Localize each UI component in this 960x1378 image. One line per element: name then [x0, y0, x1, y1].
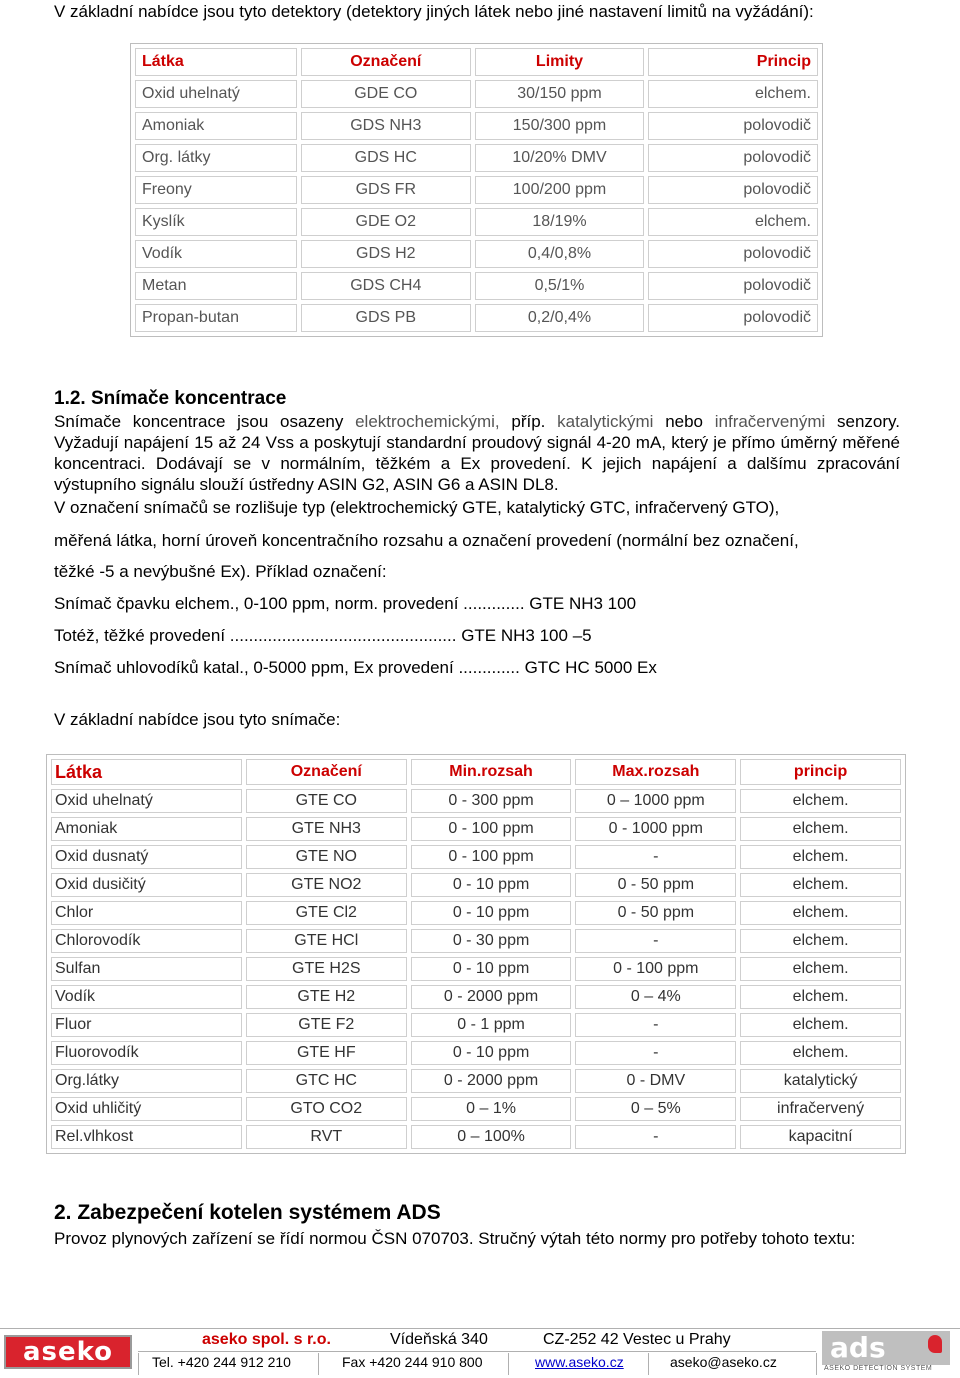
table-cell: GTO CO2	[246, 1097, 407, 1121]
ads-logo-subtitle: ASEKO DETECTION SYSTEM	[824, 1365, 933, 1372]
table-row	[51, 817, 901, 841]
ads-logo-text: ads	[830, 1331, 886, 1364]
table-row	[51, 845, 901, 869]
table-row	[51, 901, 901, 925]
table-cell: -	[575, 1125, 736, 1149]
table-cell: elchem.	[648, 80, 818, 108]
table-cell: 0 - 300 ppm	[411, 789, 572, 813]
table-row	[51, 789, 901, 813]
section-title-1-2: 1.2. Snímače koncentrace	[54, 388, 287, 409]
table-row	[51, 957, 901, 981]
table-cell: 0 - 10 ppm	[411, 1041, 572, 1065]
section-2-paragraph: Provoz plynových zařízení se řídí normou ČSN 070703. Stručný výtah této normy pro potřeby tohoto textu:	[54, 1229, 856, 1248]
table-cell: 30/150 ppm	[475, 80, 645, 108]
table-cell: infračervený	[740, 1097, 901, 1121]
header-cell: Princip	[648, 48, 818, 76]
intro-text: V základní nabídce jsou tyto detektory (detektory jiných látek nebo jiné nastavení limitů na vyžádání):	[54, 2, 814, 21]
table-cell: Propan-butan	[135, 304, 297, 332]
table-cell: Sulfan	[51, 957, 242, 981]
table-row	[51, 1125, 901, 1149]
table-cell: Chlorovodík	[51, 929, 242, 953]
table-cell: GDS H2	[301, 240, 471, 268]
paragraph-text: senzory. Vyžadují napájení 15 až 24 Vss a poskytují standardní proudový signál 4-20 mA, který je přímo úměrný měřené koncentraci. Dodávají se v normálním, těžkém a Ex provedení. K jejich napájení a dalšímu zpracování výstupního signálu slouží ústředny ASIN G2, ASIN G6 a ASIN DL8.	[54, 412, 900, 494]
table-cell: elchem.	[740, 985, 901, 1009]
header-cell: princip	[740, 759, 901, 785]
footer-divider	[508, 1353, 509, 1375]
table-cell: elchem.	[740, 1013, 901, 1037]
table-cell: polovodič	[648, 272, 818, 300]
table-cell: GTE Cl2	[246, 901, 407, 925]
table-cell: Amoniak	[51, 817, 242, 841]
table-cell: kapacitní	[740, 1125, 901, 1149]
table-cell: polovodič	[648, 144, 818, 172]
table-cell: GTE HF	[246, 1041, 407, 1065]
table-cell: 0 - 30 ppm	[411, 929, 572, 953]
table-cell: Vodík	[135, 240, 297, 268]
paragraph-text: Snímače koncentrace jsou osazeny	[54, 412, 356, 431]
table-row	[51, 1069, 901, 1093]
table-cell: polovodič	[648, 112, 818, 140]
table-header-row	[51, 759, 901, 785]
company-street: Vídeňská 340	[390, 1331, 488, 1348]
company-email[interactable]: aseko@aseko.cz	[670, 1354, 777, 1370]
table-cell: GDE O2	[301, 208, 471, 236]
table-cell: 0,5/1%	[475, 272, 645, 300]
table-cell: katalytický	[740, 1069, 901, 1093]
table-cell: GTE NH3	[246, 817, 407, 841]
paragraph-text: příp.	[499, 412, 558, 431]
paragraph-text: nebo	[653, 412, 715, 431]
example-line-1: Snímač čpavku elchem., 0-100 ppm, norm. provedení ............. GTE NH3 100	[54, 594, 637, 613]
table-cell: Oxid uhelnatý	[51, 789, 242, 813]
company-city: CZ-252 42 Vestec u Prahy	[543, 1331, 731, 1348]
table-cell: polovodič	[648, 240, 818, 268]
table-cell: GDE CO	[301, 80, 471, 108]
table-cell: -	[575, 845, 736, 869]
table-cell: GTE CO	[246, 789, 407, 813]
designation-line-2: měřená látka, horní úroveň koncentračního rozsahu a označení provedení (normální bez označení,	[54, 531, 799, 550]
table-cell: Freony	[135, 176, 297, 204]
table-cell: GTC HC	[246, 1069, 407, 1093]
table-cell: GTE H2S	[246, 957, 407, 981]
table-cell: GTE H2	[246, 985, 407, 1009]
table-cell: 0 – 5%	[575, 1097, 736, 1121]
table-row	[135, 208, 818, 236]
table-cell: 0 - 10 ppm	[411, 873, 572, 897]
table-cell: 0 - 1000 ppm	[575, 817, 736, 841]
sensors-description-paragraph	[54, 411, 900, 495]
table-row	[51, 1097, 901, 1121]
header-cell: Označení	[301, 48, 471, 76]
sensors-table	[46, 754, 906, 1154]
paragraph-text: infračervenými	[714, 412, 826, 431]
company-phone: Tel. +420 244 912 210	[152, 1354, 291, 1370]
table-cell: GDS NH3	[301, 112, 471, 140]
footer-divider	[138, 1351, 816, 1352]
table-cell: GTE F2	[246, 1013, 407, 1037]
table-cell: 0 - 100 ppm	[575, 957, 736, 981]
table-cell: Kyslík	[135, 208, 297, 236]
table-row	[135, 304, 818, 332]
table-row	[51, 1041, 901, 1065]
table-cell: 0 – 1%	[411, 1097, 572, 1121]
table-row	[51, 1013, 901, 1037]
table-cell: 0 - 2000 ppm	[411, 1069, 572, 1093]
table-cell: GDS CH4	[301, 272, 471, 300]
table-cell: elchem.	[740, 929, 901, 953]
header-cell: Označení	[246, 759, 407, 785]
table-cell: 0 - 1 ppm	[411, 1013, 572, 1037]
aseko-logo: aseko	[4, 1335, 132, 1369]
designation-line-3: těžké -5 a nevýbušné Ex). Příklad označení:	[54, 562, 387, 581]
sensors-intro-text: V základní nabídce jsou tyto snímače:	[54, 710, 341, 729]
header-cell: Limity	[475, 48, 645, 76]
table-cell: 0 - 100 ppm	[411, 845, 572, 869]
paragraph-text: katalytickými	[557, 412, 654, 431]
table-cell: GTE NO2	[246, 873, 407, 897]
table-cell: 150/300 ppm	[475, 112, 645, 140]
table-cell: GDS FR	[301, 176, 471, 204]
table-cell: 0,2/0,4%	[475, 304, 645, 332]
website-link[interactable]: www.aseko.cz	[535, 1354, 624, 1370]
table-row	[135, 144, 818, 172]
table-cell: elchem.	[740, 817, 901, 841]
footer-divider	[648, 1353, 649, 1375]
paragraph-text: elektrochemickými,	[355, 412, 500, 431]
table-row	[135, 112, 818, 140]
table-cell: elchem.	[740, 789, 901, 813]
detectors-table	[130, 43, 823, 337]
designation-line-1: V označení snímačů se rozlišuje typ (elektrochemický GTE, katalytický GTC, infračervený GTO),	[54, 498, 780, 517]
table-cell: elchem.	[740, 845, 901, 869]
table-cell: 0 – 1000 ppm	[575, 789, 736, 813]
table-cell: 10/20% DMV	[475, 144, 645, 172]
table-cell: Oxid dusičitý	[51, 873, 242, 897]
table-cell: 0,4/0,8%	[475, 240, 645, 268]
company-fax: Fax +420 244 910 800	[342, 1354, 483, 1370]
table-row	[51, 985, 901, 1009]
table-cell: -	[575, 929, 736, 953]
table-cell: RVT	[246, 1125, 407, 1149]
footer-divider	[816, 1353, 817, 1375]
table-row	[135, 240, 818, 268]
table-cell: -	[575, 1013, 736, 1037]
ads-logo-mark-icon	[928, 1335, 942, 1353]
table-cell: Vodík	[51, 985, 242, 1009]
table-cell: elchem.	[740, 901, 901, 925]
table-cell: Oxid uhličitý	[51, 1097, 242, 1121]
table-cell: Org.látky	[51, 1069, 242, 1093]
table-cell: 0 - 2000 ppm	[411, 985, 572, 1009]
table-row	[51, 929, 901, 953]
header-cell: Min.rozsah	[411, 759, 572, 785]
table-cell: Rel.vlhkost	[51, 1125, 242, 1149]
table-cell: GDS PB	[301, 304, 471, 332]
table-cell: polovodič	[648, 304, 818, 332]
table-row	[135, 176, 818, 204]
table-cell: Fluor	[51, 1013, 242, 1037]
table-row	[135, 272, 818, 300]
table-header-row	[135, 48, 818, 76]
table-cell: 0 - 50 ppm	[575, 901, 736, 925]
table-cell: elchem.	[740, 873, 901, 897]
header-cell: Látka	[51, 759, 242, 785]
company-name: aseko spol. s r.o.	[202, 1331, 331, 1348]
table-cell: GTE NO	[246, 845, 407, 869]
header-cell: Max.rozsah	[575, 759, 736, 785]
table-cell: 100/200 ppm	[475, 176, 645, 204]
table-row	[135, 80, 818, 108]
table-cell: polovodič	[648, 176, 818, 204]
table-cell: GDS HC	[301, 144, 471, 172]
table-cell: 0 - DMV	[575, 1069, 736, 1093]
table-cell: -	[575, 1041, 736, 1065]
table-row	[51, 873, 901, 897]
ads-logo	[822, 1331, 950, 1375]
table-cell: 0 - 100 ppm	[411, 817, 572, 841]
page-footer	[0, 1328, 960, 1377]
table-cell: Oxid dusnatý	[51, 845, 242, 869]
table-cell: Fluorovodík	[51, 1041, 242, 1065]
table-cell: Org. látky	[135, 144, 297, 172]
table-cell: Metan	[135, 272, 297, 300]
table-cell: 0 - 10 ppm	[411, 901, 572, 925]
table-cell: 0 – 100%	[411, 1125, 572, 1149]
table-cell: elchem.	[740, 957, 901, 981]
example-line-2: Totéž, těžké provedení ................................................ GTE NH3 100 –5	[54, 626, 592, 645]
table-cell: 0 - 50 ppm	[575, 873, 736, 897]
table-cell: Chlor	[51, 901, 242, 925]
footer-divider	[138, 1353, 139, 1375]
table-cell: Oxid uhelnatý	[135, 80, 297, 108]
table-cell: 0 - 10 ppm	[411, 957, 572, 981]
section-title-2: 2. Zabezpečení kotelen systémem ADS	[54, 1201, 441, 1224]
table-cell: 18/19%	[475, 208, 645, 236]
table-cell: elchem.	[648, 208, 818, 236]
header-cell: Látka	[135, 48, 297, 76]
example-line-3: Snímač uhlovodíků katal., 0-5000 ppm, Ex provedení ............. GTC HC 5000 Ex	[54, 658, 657, 677]
table-cell: Amoniak	[135, 112, 297, 140]
footer-divider	[318, 1353, 319, 1375]
table-cell: GTE HCl	[246, 929, 407, 953]
table-cell: elchem.	[740, 1041, 901, 1065]
table-cell: 0 – 4%	[575, 985, 736, 1009]
